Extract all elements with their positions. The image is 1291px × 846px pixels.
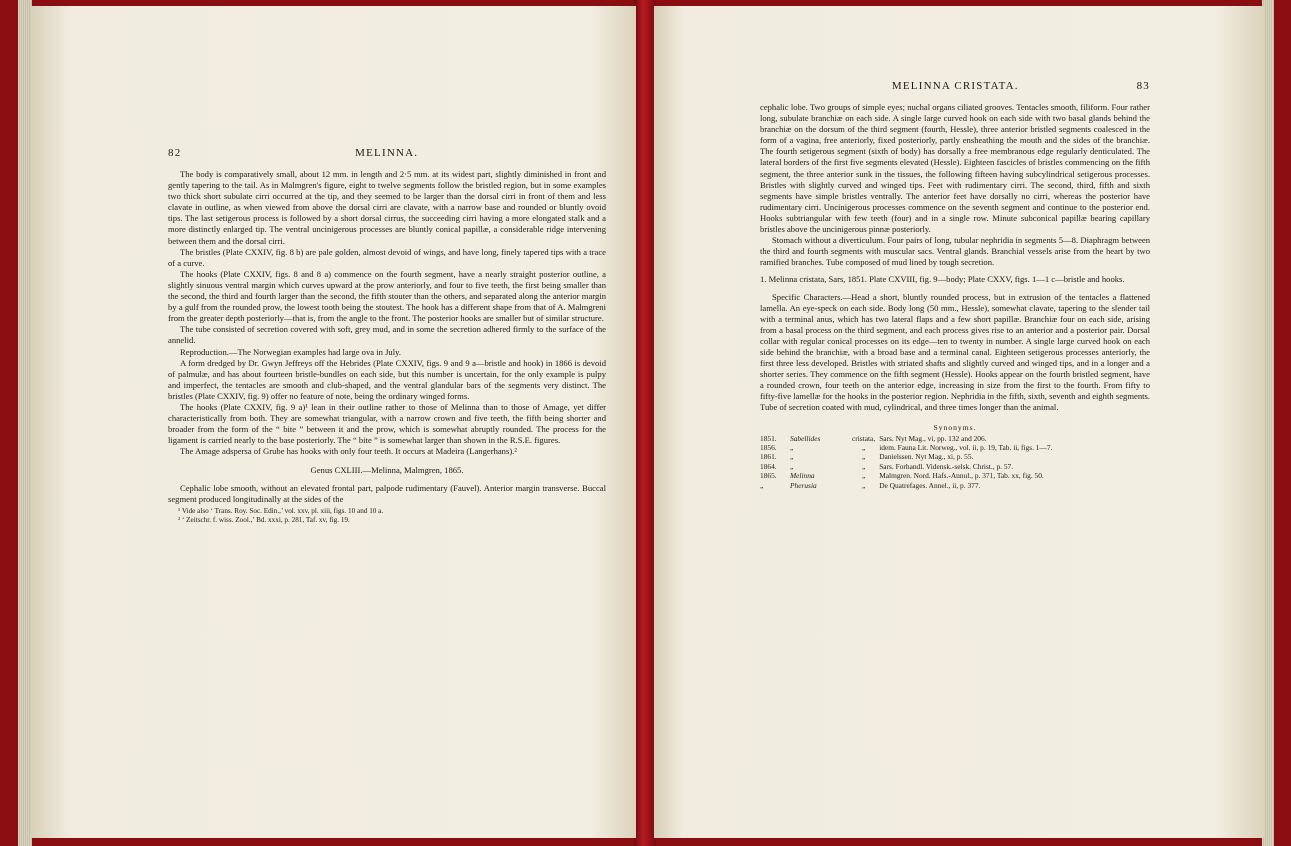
synonym-species: cristata,	[852, 433, 876, 443]
paragraph: The body is comparatively small, about 12 mm. in length and 2·5 mm. at its widest part, slightly diminished in front and gently tapering to the tail. As in Malmgren's figure, eight to twelve segments follow the bristled region, but in some examples two thick short subulate cirri occurred at the tip, and they seemed to be larger than the dorsal cirri in front of them and less clavate in outline, as when viewed from above the dorsal cirri are clavate, with a narrow base and rounded or bluntly ovoid tips. The last setigerous process is followed by a short dorsal cirrus, the succeeding cirri having a more elongated stalk and a more distinctly enlarged tip. The ventral uncinigerous processes are bluntly conical papillæ, a considerable ridge intervening between them and the dorsal cirri.	[168, 169, 606, 246]
left-page-header	[168, 147, 606, 159]
synonym-species: „	[861, 442, 866, 452]
synonym-genus: „	[790, 442, 794, 452]
synonym-row	[760, 481, 1056, 490]
synonym-reference: idem. Fauna Lit. Norweg., vol. ii, p. 19, Tab. ii, figs. 1—7.	[879, 442, 1053, 452]
synonyms-heading: Synonyms.	[933, 422, 977, 432]
synonym-genus: Sabellides	[790, 433, 821, 443]
genus-description: Cephalic lobe smooth, without an elevated frontal part, palpode rudimentary (Fauvel). Anterior margin transverse. Buccal segment produced longitudinally at the sides of the	[168, 482, 606, 504]
synonym-species: „	[861, 471, 866, 481]
book-spine	[634, 0, 656, 846]
synonym-genus: „	[790, 452, 794, 462]
running-head: MELINNA CRISTATA.	[891, 80, 1019, 92]
paragraph: Reproduction.—The Norwegian examples had large ova in July.	[180, 346, 401, 357]
synonym-year: 1861.	[760, 452, 777, 462]
synonym-row	[760, 462, 1056, 471]
paragraph: The hooks (Plate CXXIV, figs. 8 and 8 a) commence on the fourth segment, have a nearly straight posterior outline, a slightly sinuous ventral margin which curves upward at the prow anteriorly, and four to five teeth, the first being smaller than the second, the third and fourth larger than the second, the fifth stouter than the others, and separated along the anterior margin by a gulf from the rounded prow, the lowest tooth being the stoutest. The hook has a different shape from that of A. Malmgreni from the greater depth posteriorly—that is, from the angle to the front. The posterior hooks are smaller but of similar structure.	[168, 268, 606, 324]
synonym-reference: De Quatrefages. Annel., ii, p. 377.	[879, 480, 981, 490]
synonym-row	[760, 471, 1056, 480]
paragraph: The bristles (Plate CXXIV, fig. 8 b) are pale golden, almost devoid of wings, and have long, finely tapered tips with a trace of a curve.	[168, 246, 606, 268]
specific-characters: Specific Characters.—Head a short, bluntly rounded process, but in extrusion of the tentacles a flattened lamella. An eye-speck on each side. Body long (50 mm., Hessle), somewhat clavate, tapering to the slender tail with a terminal anus, which has two lateral flaps and a few short papillæ. Branchiæ four on each side, arising from a basal process on the third segment, and each process gives rise to an anterior and a posterior pair. Dorsal collar with regular conical processes on its edge—ten to twenty in number. A single large curved hook on each side behind the branchiæ, with a broad base and a terminal canal. Eighteen setigerous processes anteriorly, the first three less developed. Bristles with striated shafts and slightly curved and winged tips, and in a longer and a shorter series. They commence on the fifth segment (Hessle). Hooks appear on the fourth bristled segment, have a rounded crown, four teeth on the anterior edge, increasing in size from the first to the fourth. From fifty to fifty-five lamellæ for the hooks in the posterior region. Nephridia in the fifth, sixth, seventh and eighth segments. Tube of secretion coated with mud, cylindrical, and three times longer than the animal.	[760, 291, 1150, 413]
synonym-reference: Danielssen. Nyt Mag., xi, p. 55.	[879, 452, 974, 462]
footnote: ² ‘ Zeitschr. f. wiss. Zool.,’ Bd. xxxi, p. 281, Taf. xv, fig. 19.	[178, 515, 350, 524]
paragraph: The tube consisted of secretion covered with soft, grey mud, and in some the secretion adhered firmly to the surface of the annelid.	[168, 324, 606, 346]
footnotes	[168, 507, 606, 525]
footnote: ¹ Vide also ‘ Trans. Roy. Soc. Edin.,’ vol. xxv, pl. xiii, figs. 10 and 10 a.	[178, 506, 384, 515]
synonym-genus: Pherusia	[790, 480, 817, 490]
paragraph: The hooks (Plate CXXIV, fig. 9 a)¹ lean in their outline rather to those of Melinna than to those of Amage, yet differ characteristically from both. They are somewhat triangular, with a narrow crown and five teeth, the fifth being shorter and broader from the form of the “ bite ” between it and the prow, which is somewhat abruptly rounded. The process for the ligament is carried nearly to the base posteriorly. The “ bite ” is somewhat larger than shown in the R.S.E. figures.	[168, 401, 606, 446]
paragraph: Stomach without a diverticulum. Four pairs of long, tubular nephridia in segments 5—8. Diaphragm between the third and fourth segments with muscular sacs. Ventral glands. Branchial vessels arise from the heart by two ramified branches. Tube composed of mud lined by tough secretion.	[760, 235, 1150, 268]
genus-heading: Genus CXLIII.—Melinna, Malmgren, 1865.	[310, 465, 464, 476]
synonym-year: 1864.	[760, 461, 777, 471]
paragraph: The Amage adspersa of Grube has hooks with only four teeth. It occurs at Madeira (Langerhans).²	[180, 446, 517, 457]
synonym-genus: „	[790, 461, 794, 471]
synonym-species: „	[861, 461, 866, 471]
genus-description-continued: cephalic lobe. Two groups of simple eyes; nuchal organs ciliated grooves. Tentacles smooth, filiform. Four rather long, subulate branchiæ on each side. A single large curved hook on each side with two basal glands behind the branchiæ on the dorsum of the third segment (fourth, Hessle), three anterior bristled segments coalesced in the form of a vagina, free anteriorly, fixed posteriorly, partly ensheathing the mouth and the sides of the branchiæ. The fourth setigerous segment (sixth of body) has dorsally a free membranous edge regularly denticulated. The lateral borders of the first five segments elevated (Hessle). Eighteen fascicles of bristles commencing on the fifth segment, the three anterior sunk in the tissues, the following fifteen having subcylindrical setigerous processes. Bristles with slightly curved and winged tips. Feet with rudimentary cirri. The second, third, fifth and sixth segments have simple bristles ventrally. The anterior feet have dorsally no cirri, whereas the posterior have rudimentary cirri. Uncinigerous processes commence on the seventh segment and continue to the posterior end. Hooks subtriangular with few teeth (four) and in a single row. Minute subconical papillæ bearing capillary bristles above the uncinigerous pinnæ posteriorly.	[760, 102, 1150, 235]
synonym-reference: Sars. Nyt Mag., vi, pp. 132 and 206.	[879, 433, 987, 443]
synonym-year: 1851.	[760, 433, 777, 443]
synonym-year: „	[760, 480, 764, 490]
synonym-year: 1856.	[760, 442, 777, 452]
right-page-header	[760, 80, 1150, 92]
species-heading: 1. Melinna cristata, Sars, 1851. Plate CXVIII, fig. 9—body; Plate CXXV, figs. 1—1 c—bristle and hooks.	[760, 274, 1125, 285]
page-number: 83	[1136, 80, 1150, 92]
synonym-reference: Malmgren. Nord. Hafs.-Annul., p. 371, Tab. xx, fig. 50.	[879, 471, 1044, 481]
synonym-row	[760, 434, 1056, 443]
left-page	[30, 6, 636, 838]
synonym-row	[760, 443, 1056, 452]
right-page	[654, 6, 1264, 838]
synonym-year: 1865.	[760, 471, 777, 481]
page-number: 82	[168, 147, 182, 159]
synonym-species: „	[861, 480, 866, 490]
synonym-species: „	[861, 452, 866, 462]
synonym-row	[760, 452, 1056, 461]
paragraph: A form dredged by Dr. Gwyn Jeffreys off the Hebrides (Plate CXXIV, figs. 9 and 9 a—bristle and hook) in 1866 is devoid of palmulæ, and has about fourteen bristle-bundles on each side, but this number is uncertain, for the only example is pulpy and imperfect, the tentacles are smooth and club-shaped, and the ventral glandular bars of the segments very distinct. The bristles (Plate CXXIV, fig. 9) offer no feature of note, being the ordinary winged forms.	[168, 357, 606, 401]
synonym-genus: Melinna	[790, 471, 815, 481]
synonyms-table	[760, 434, 1056, 490]
synonym-reference: Sars. Forhandl. Vidensk.-selsk. Christ., p. 57.	[879, 461, 1014, 471]
running-head: MELINNA.	[355, 147, 419, 159]
